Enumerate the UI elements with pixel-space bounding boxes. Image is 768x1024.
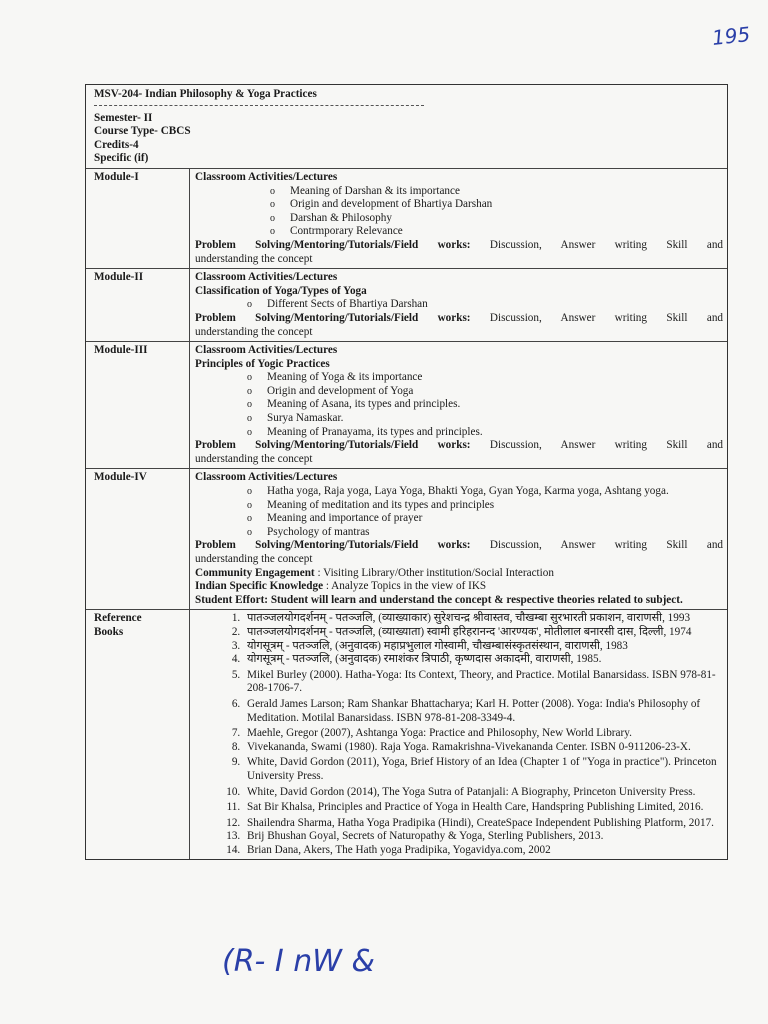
module-heading: Classroom Activities/Lectures	[195, 271, 338, 284]
community-text: : Visiting Library/Other institution/Social Interaction	[317, 566, 554, 579]
reference-list-cell	[190, 610, 727, 859]
problem-label: Problem Solving/Mentoring/Tutorials/Field works:	[195, 539, 471, 552]
iks-label: Indian Specific Knowledge	[195, 580, 324, 593]
module-heading: Classroom Activities/Lectures	[195, 170, 338, 183]
list-item: o Meaning of Asana, its types and principles.	[267, 398, 723, 412]
module-content	[190, 269, 727, 341]
module-row	[86, 469, 727, 610]
course-type: Course Type- CBCS	[94, 125, 191, 138]
problem-continuation: understanding the concept	[195, 553, 313, 565]
reference-label-line: Books	[94, 625, 124, 638]
problem-continuation: understanding the concept	[195, 452, 313, 465]
module-heading: Classroom Activities/Lectures	[195, 344, 338, 357]
reference-item: 10. White, David Gordon (2014), The Yoga Sutra of Patanjali: A Biography, Princeton University Press.	[243, 786, 723, 800]
module-name: Module-III	[86, 342, 190, 468]
list-item: o Meaning of meditation and its types and principles	[267, 499, 723, 513]
problem-text: Discussion, Answer writing Skill and	[489, 311, 724, 324]
syllabus-table	[85, 84, 728, 860]
reference-label	[86, 610, 190, 859]
community-line	[195, 567, 723, 581]
reference-item: 2. पातञ्जलयोगदर्शनम् - पतञ्जलि, (व्याख्याता) स्वामी हरिहरानन्द 'आरण्यक', मोतीलाल बनारसी दास, दिल्ली, 1974	[243, 626, 723, 640]
module-name: Module-II	[86, 269, 190, 341]
problem-line	[195, 539, 723, 553]
specific: Specific (if)	[94, 152, 149, 165]
reference-item: 1. पातञ्जलयोगदर्शनम् - पतञ्जलि, (व्याख्याकार) सुरेशचन्द्र श्रीवास्तव, चौखम्बा सुरभारती प्रकाशन, वाराणसी, 1993	[243, 612, 723, 626]
reference-item: 14. Brian Dana, Akers, The Hath yoga Pradipika, Yogavidya.com, 2002	[243, 844, 723, 858]
module-subheading: Principles of Yogic Practices	[195, 357, 330, 370]
iks-text: : Analyze Topics in the view of IKS	[325, 580, 487, 593]
semester: Semester- II	[94, 111, 153, 124]
list-item: o Surya Namaskar.	[267, 412, 723, 426]
problem-continuation: understanding the concept	[195, 252, 313, 265]
topic-list	[195, 185, 723, 239]
reference-item: 6. Gerald James Larson; Ram Shankar Bhattacharya; Karl H. Potter (2008). Yoga: India's Philosophy of Meditation. Motilal Banarsidass. ISBN 978-81-208-3349-4.	[243, 698, 723, 725]
list-item: o Darshan & Philosophy	[290, 212, 723, 226]
problem-text: Discussion, Answer writing Skill and	[489, 439, 724, 452]
reference-row	[86, 610, 727, 859]
list-item: o Meaning of Yoga & its importance	[267, 371, 723, 385]
problem-text: Discussion, Answer writing Skill and	[489, 238, 724, 251]
module-row	[86, 269, 727, 342]
reference-item: 4. योगसूत्रम् - पतञ्जलि, (अनुवादक) रमाशंकर त्रिपाठी, कृष्णदास अकादमी, वाराणसी, 1985.	[243, 653, 723, 667]
handwritten-signature: (R- I nW &	[222, 944, 375, 979]
dashed-divider	[94, 105, 424, 107]
student-effort: Student Effort: Student will learn and understand the concept & respective theories related to subject.	[195, 593, 683, 606]
problem-label: Problem Solving/Mentoring/Tutorials/Field works:	[195, 311, 471, 324]
module-row	[86, 342, 727, 469]
list-item: o Origin and development of Yoga	[267, 385, 723, 399]
module-row	[86, 169, 727, 269]
list-item: o Hatha yoga, Raja yoga, Laya Yoga, Bhakti Yoga, Gyan Yoga, Karma yoga, Ashtang yoga.	[267, 485, 723, 499]
problem-line	[195, 312, 723, 326]
topic-list	[195, 298, 723, 312]
community-label: Community Engagement	[195, 566, 315, 579]
list-item: o Contrmporary Relevance	[290, 225, 723, 239]
reference-item: 13. Brij Bhushan Goyal, Secrets of Naturopathy & Yoga, Sterling Publishers, 2013.	[243, 830, 723, 844]
reference-item: 3. योगसूत्रम् - पतञ्जलि, (अनुवादक) महाप्रभुलाल गोस्वामी, चौखम्बासंस्कृतसंस्थान, वाराणसी, 1983	[243, 640, 723, 654]
list-item: o Psychology of mantras	[267, 526, 723, 540]
module-subheading: Classification of Yoga/Types of Yoga	[195, 284, 367, 297]
credits: Credits-4	[94, 138, 139, 151]
reference-label-line: Reference	[94, 612, 142, 625]
reference-item: 11. Sat Bir Khalsa, Principles and Practice of Yoga in Health Care, Handspring Publishing Limited, 2016.	[243, 801, 723, 815]
list-item: o Origin and development of Bhartiya Darshan	[290, 198, 723, 212]
problem-label: Problem Solving/Mentoring/Tutorials/Field works:	[195, 439, 471, 452]
problem-line	[195, 239, 723, 253]
reference-item: 8. Vivekananda, Swami (1980). Raja Yoga. Ramakrishna-Vivekananda Center. ISBN 0-911206-23-X.	[243, 741, 723, 755]
reference-item: 12. Shailendra Sharma, Hatha Yoga Pradipika (Hindi), CreateSpace Independent Publishing Platform, 2017.	[243, 817, 723, 831]
module-content	[190, 342, 727, 468]
module-name: Module-I	[86, 169, 190, 268]
list-item: o Meaning of Pranayama, its types and principles.	[267, 426, 723, 440]
module-content	[190, 169, 727, 268]
problem-label: Problem Solving/Mentoring/Tutorials/Field works:	[195, 238, 471, 251]
handwritten-page-number: 195	[710, 22, 752, 50]
reference-item: 9. White, David Gordon (2011), Yoga, Brief History of an Idea (Chapter 1 of "Yoga in practice"). Princeton University Press.	[243, 756, 723, 783]
list-item: o Meaning of Darshan & its importance	[290, 185, 723, 199]
problem-continuation: understanding the concept	[195, 325, 313, 338]
reference-list	[195, 612, 723, 857]
list-item: o Meaning and importance of prayer	[267, 512, 723, 526]
reference-item: 7. Maehle, Gregor (2007), Ashtanga Yoga: Practice and Philosophy, New World Library.	[243, 727, 723, 741]
module-heading: Classroom Activities/Lectures	[195, 471, 338, 484]
problem-text: Discussion, Answer writing Skill and	[489, 539, 724, 552]
topic-list	[195, 371, 723, 439]
course-header	[86, 85, 727, 169]
module-name: Module-IV	[86, 469, 190, 609]
topic-list	[195, 485, 723, 539]
reference-item: 5. Mikel Burley (2000). Hatha-Yoga: Its Context, Theory, and Practice. Motilal Banarsidass. ISBN 978-81-208-1706-7.	[243, 669, 723, 696]
problem-line	[195, 439, 723, 453]
module-content	[190, 469, 727, 609]
list-item: o Different Sects of Bhartiya Darshan	[267, 298, 723, 312]
course-title: MSV-204- Indian Philosophy & Yoga Practices	[94, 88, 317, 100]
iks-line	[195, 580, 723, 594]
